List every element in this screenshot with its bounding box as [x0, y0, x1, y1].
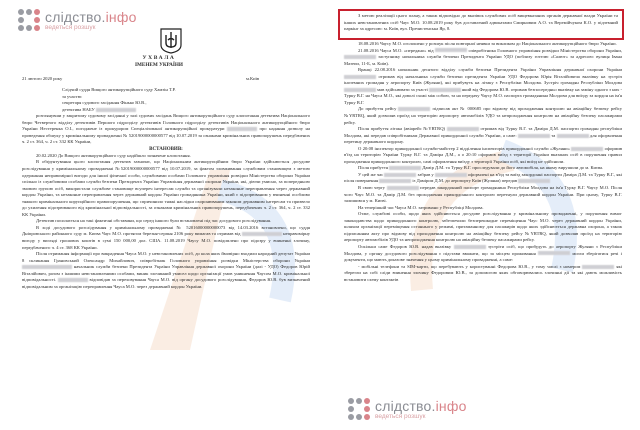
redacted-block: [344, 75, 376, 79]
brand-tagline: ведеться розшук: [375, 412, 426, 420]
paragraph: В свою чергу передав закордонний паспорт громадянина Республіки Молдова на ім'я Турку В.Г. Чаусу М.О. Після чого Чаус М.О. та Дамір Д.М. без проходження прикордонного контролю перетнули державний кордон України. При цьому, Турку В.Г. залишився у м. Києві.: [344, 185, 622, 204]
document-city: м.Київ: [246, 76, 260, 81]
highlighted-paragraph: З метою реалізації цього плану, а також відповідно до вказівок службових осіб вищевказаних органів державної влади України та інших невстановлених осіб Чаус М.О. 10.08.2019 року був доставлений адвокатами Смирновим А.О. та Веремійчуком К.О. у підземний паркінг за адресою: м. Київ, вул. Пречистенська Яр, 8.: [344, 13, 618, 32]
brand-name: слідство.інфо: [45, 8, 137, 25]
paragraph: Після прибуття Дамір Д.М. та Турку В.Г. проследували до його автомобіля, на якому вирушили до м. Києва.: [358, 165, 604, 171]
redacted-block: [454, 245, 486, 249]
redacted-block: [518, 179, 550, 183]
paragraph: Вранці 22.08.2016 начальник десятого відділу служби безпеки Президента України Управління державної охорони України отримав від начальника служби безпеки президента України УДО Федорова Юрія Віталійовича вказівку на зустріч іноземних громадян у аеропорту Київ (Жуляни), які прибувуть на літаку з Республіки Молдова. Зустріч громадян Республіки Молдова мав здійснювати за участі який від Федорова Ю.В. отримав безпосередньо вказівку на заміну одного з них - Турку В.Г. на Чауса М.О., які доволі схожі між собою, та на передачу Чаусу М.О. паспорта громадянина Молдови для виїзду за кордон на ім'я Турку В.Г.: [344, 67, 622, 105]
coat-of-arms-icon: [160, 28, 182, 54]
paragraph: Отже, службові особи, щодо яких здійснюється досудове розслідування у кримінальному провадженні, у порушення вимог законодавства щодо прикордонного контролю, забезпечили безперешкодне переміщення Чаус М.О. через державний кордон України, шляхом організації переміщення останнього у режимі, притаманному для пасажирів щодо яких здійснюється державна охорона, а також підписанням акту про відмову від проходження контролю на авіаційну безпеку рейсу №YRTRQ, який дозволяв проїзд на територію аеропорту автомобілів УДО та непроходження контролю на авіаційну безпеку пасажирами рейсу.: [344, 211, 622, 243]
logo-dots-icon: [18, 9, 40, 31]
redacted-block: [429, 88, 461, 92]
redacted-block: [571, 147, 603, 151]
paragraph: В обґрунтування цього клопотання детектив зазначає, що Національним антикорупційним бюро України здійснюється досудове розслідування у кримінальному провадженні №52019000000000577 від 10.07.2019, за фактом зловживання службовим становищем з метою одержання неправомірної вигоди для іншої фізичної особи, службовими особами Головного управління розвідки Міністерства оборони України спільно із службовими особами служби безпеки Президента України Управління державної охорони України, які, діючи умисно, за попередньою змовою групою осіб, використали службове становище всупереч інтересам служби та організували незаконне переправлення через державний кордон України, та незаконне переправлення через державний кордон України громадянина України, який є підозрюваним у вчиненні особливо тяжкого кримінального корупційного правопорушення, що спричинило тяжкі наслідки охоронюваним законом державним інтересам та призвело до ухилення підозрюваного від кримінальної відповідальності, за ознаками кримінальних правопорушень, передбачених ч. 2 ст. 364, ч. 2 ст. 332 КК України.: [22, 159, 310, 217]
logo-dots-icon: [348, 398, 370, 420]
document-subheading: ІМЕНЕМ УКРАЇНИ: [135, 62, 183, 68]
document-page-right: [322, 0, 640, 430]
paragraph: На теперішній час Чауса М.О. затримано у Республіці Молдова.: [358, 204, 484, 210]
brand-logo-footer: [348, 398, 467, 420]
redacted-block: [344, 55, 376, 59]
redacted-block: [384, 173, 416, 177]
redacted-block: [22, 265, 72, 269]
redacted-block: [435, 173, 467, 177]
left-page-body: [22, 87, 310, 290]
document-page-left: [0, 0, 318, 430]
redacted-block: [379, 179, 411, 183]
redacted-block: [344, 88, 376, 92]
highlighted-excerpt: [338, 9, 624, 40]
paragraph: Детектив посилається на такі фактичні обставини, що серед іншого були встановлені під час досудового розслідування.: [36, 218, 272, 224]
paragraph: В ході досудового розслідування у кримінальному провадженні № 52016000000000073 від 14.03.2016 встановлено, що суддя Дніпровського районного суду м. Києва Чаус М.О. протягом березня-серпня 2106 року вимагав та отримав від неправомірну вигоду у вигляді грошових коштів в сумі 150 000,00 дол. США. 11.08.2019 Чаусу М.О. повідомлено про підозру у вчиненні злочину, передбаченого ч. 4 ст. 368 КК України.: [22, 224, 310, 250]
redacted-block: [227, 127, 257, 131]
paragraph: У цей же час забрав у оформлені на в'їзд та виїзд закордонні паспорти Даміра Д.М. та Турку В.Г., які після повернення із Даміром Д.М. до аеропорту Київ (Жуляни) передав: [344, 171, 623, 184]
intro-line: секретаря судового засідання Фінько Ю.В.,: [62, 100, 147, 106]
redacted-block: [518, 134, 550, 138]
brand-name: слідство.інфо: [375, 397, 467, 414]
redacted-block: [447, 127, 479, 131]
paragraph: 20.02.2020 До Вищого антикорупційного суду надійшло зазначене клопотання.: [36, 152, 191, 158]
intro-line: Слідчий суддя Вищого антикорупційного суду Хамзін Т.Р.: [62, 87, 176, 92]
paragraph: До прибуття рейсу підписав акт № 000685 про відмову від проходження контролю на авіаційну безпеку рейсу №YRTRQ, який дозволяв проїзд на територію аеропорту автомобілів УДО та непроходження контролю на авіаційну безпеку пасажирами рейсу.: [344, 106, 622, 125]
established-heading: ВСТАНОВИВ:: [149, 146, 183, 152]
redacted-block: [435, 48, 467, 52]
intro-line: детектива НАБУ: [22, 107, 310, 114]
right-page-body: [344, 41, 622, 283]
document-date: 21 лютого 2020 року: [22, 76, 63, 81]
redacted-block: [58, 278, 88, 282]
redacted-block: [398, 107, 430, 111]
redacted-block: [242, 232, 282, 236]
document-heading: УХВАЛА: [142, 55, 176, 61]
paragraph: - мобільні телефони та SIM-карти, що перебувають у користуванні Федорова Ю.В., у тому числі з номером які зберегли на собі сліди вчинення злочину Федоровим Ю.В., за допомогою яких обговорювались злочинні дії та які дають можливість встановити схему контактів: [344, 263, 622, 282]
redacted-block: [389, 166, 421, 170]
paragraph-considering: розглянувши у закритому судовому засіданні у залі судових засідань Вищого антикорупційного суду клопотання детектива Національного бюро Четвертого відділу детективів Першого підрозділу детективів Головного підрозділу детективів Національного антикорупційного бюро України Нестеренка О.І., погоджене із прокурором Спеціалізованої антикорупційної прокуратури про надання дозволу на проведення обшуку у кримінальному провадженні № 52019000000000577 від 10.07.2019 за ознаками кримінальних правопорушень передбачених ч. 2 ст. 364, ч. 2 ст. 332 КК України,: [22, 113, 311, 145]
redacted-block: [557, 134, 589, 138]
paragraph: Оскільки саме Федоров Ю.В. надав вказівку зустріти осіб, що прибудуть до аеропорту Жуляни з Республіки Молдова, у органу досудового розслідування є підстави вважати, що за місцем проживання могли зберігатися речі і документи, що мають доказове значення у цьому кримінальному провадженні, а саме:: [344, 243, 622, 263]
brand-tagline: ведеться розшук: [45, 23, 96, 31]
intro-line: за участю:: [62, 93, 83, 99]
paragraph: 18.08.2016 Чаусу М.О. оголошено у розшук після повторної неявки за викликом до Національного антикорупційного бюро України.: [358, 41, 617, 46]
brand-logo: [18, 9, 137, 31]
redacted-block: [582, 265, 614, 269]
paragraph: Після прибуття літака (авіарейс №YRTRQ) отримав від Турку В.Г. та Даміра Д.М. паспорти громадян республіки Молдова, які передав співробітникам Державної прикордонної служби України, а саме: та для оформлення перетину державного кордону.: [344, 126, 622, 145]
paragraph: 21.08.2016 Чауса М.О. «передано» від співробітника Головного управління розвідки Міністерства оборони України, заступнику начальника служби безпеки Президента України УДО (поблизу готелю «Салют» за адресою: вулиця Івана Мазепи, 11-Б, м. Київ).: [344, 47, 622, 66]
redacted-block: [538, 251, 570, 255]
paragraph: Після отримання інформації про викрадення Чауса М.О. у невстановлених осіб, до кола яких ймовірно входили народний депутат України 8 скликання Грановський Олександр Михайлович, співробітник Головного управління розвідки Міністерства оборони України начальник служби безпеки Президента України Управління державної охорони України (далі - УДО) Федоров Юрій Віталійович, разом з іншими невстановленими особами, виник злочинний умисел щодо організації умов уникнення Чаусом М.О. кримінальної відповідальності. відповідав за переховування Чауса М.О. від органу досудового розслідування, Федоров Ю.В. був визначений відповідальним за організацію переправлення Чауса М.О. через державний кордон України.: [22, 251, 310, 289]
paragraph: О 20:08 інспектор прикордонної служби-майстер 2 відділення інспекторів прикордонної служби «Жуляни» оформив в'їзд на територію України Турку В.Г. та Даміра Д.М., а о 20:10 оформив виїзд з території України вказаних осіб в порушення правил проходження прикордонного контролю, самі оформлення виїзду з території України осіб, які виїзд не здійснили.: [344, 145, 622, 164]
redacted-block: [387, 186, 419, 190]
redacted-block: [96, 108, 136, 112]
